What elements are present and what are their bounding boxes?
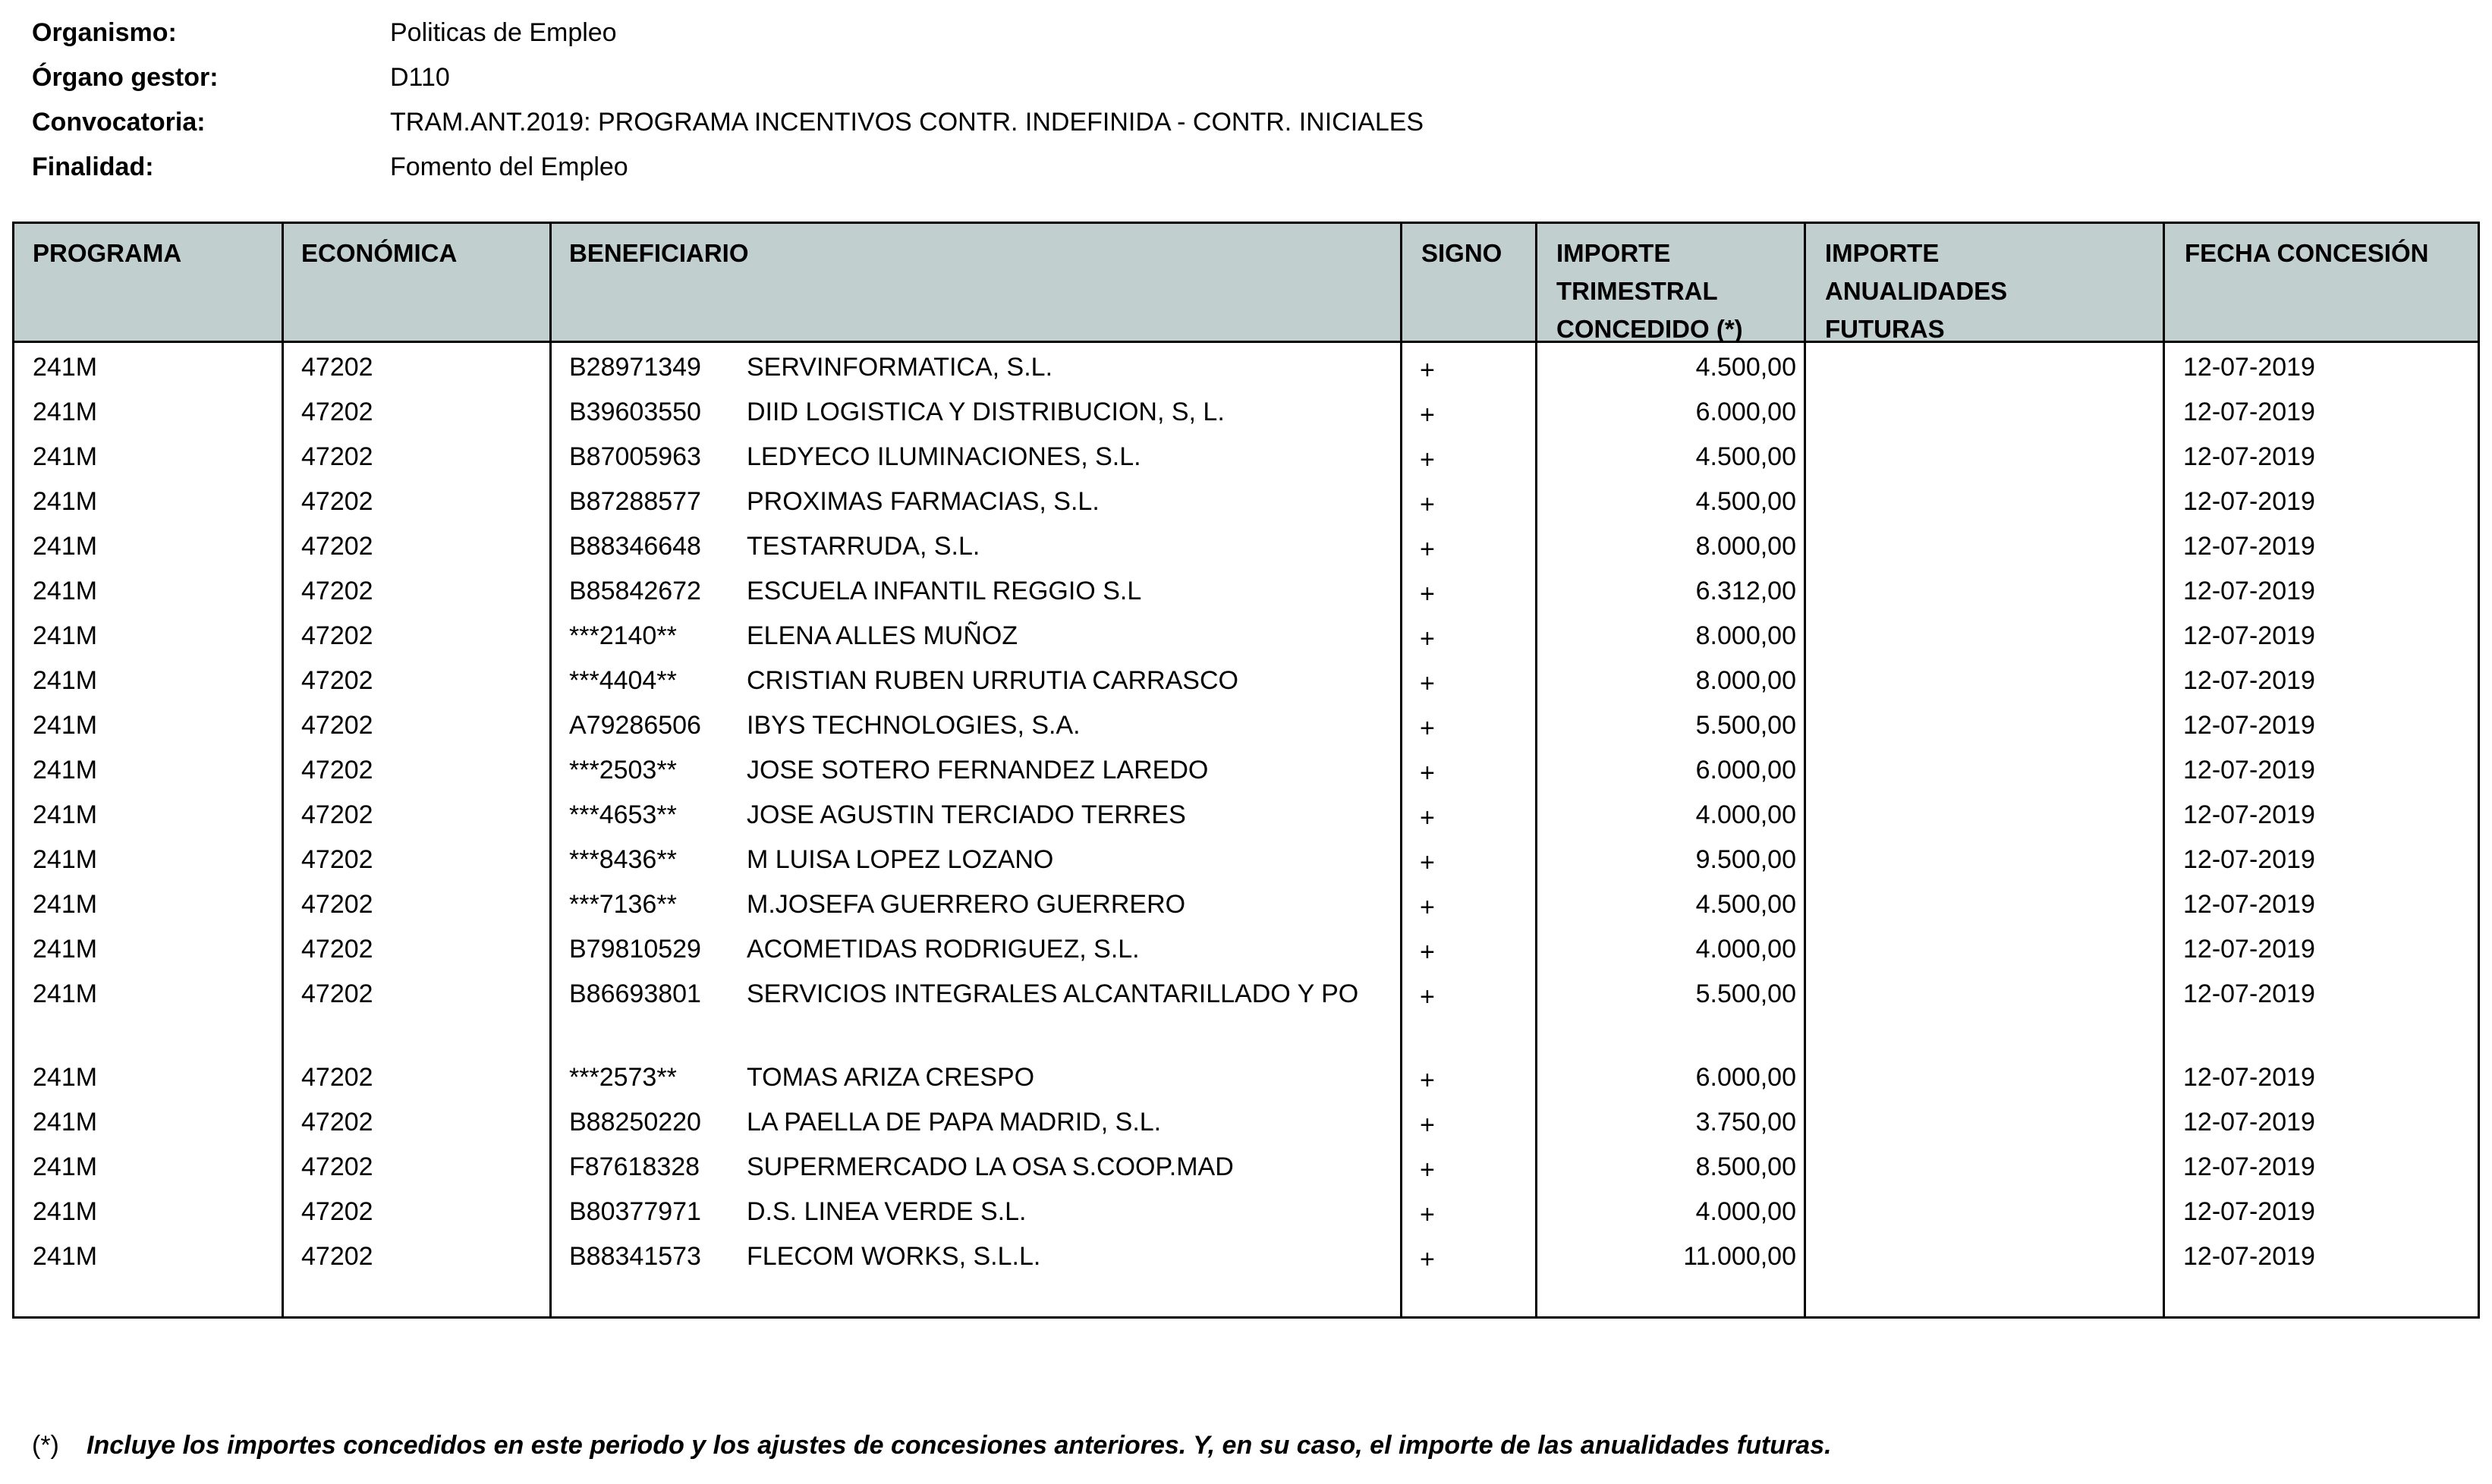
table-row — [14, 1234, 2478, 1279]
cell-signo: + — [1420, 848, 1435, 877]
cell-fecha-concesion: 12-07-2019 — [2183, 979, 2315, 1008]
cell-signo: + — [1420, 356, 1435, 385]
cell-signo: + — [1420, 1200, 1435, 1229]
cell-beneficiario-nif: B85842672 — [569, 577, 701, 605]
cell-economica: 47202 — [301, 1242, 373, 1271]
cell-beneficiario-nombre: TOMAS ARIZA CRESPO — [747, 1063, 1035, 1092]
cell-economica: 47202 — [301, 666, 373, 695]
cell-economica: 47202 — [301, 1108, 373, 1137]
cell-economica: 47202 — [301, 800, 373, 829]
cell-importe-trimestral: 4.000,00 — [1695, 1197, 1796, 1226]
cell-beneficiario-nif: ***2140** — [569, 621, 677, 650]
cell-economica: 47202 — [301, 1152, 373, 1181]
cell-beneficiario-nombre: LEDYECO ILUMINACIONES, S.L. — [747, 442, 1141, 471]
cell-signo: + — [1420, 624, 1435, 653]
table-row — [14, 524, 2478, 569]
organo-gestor-label: Órgano gestor: — [32, 63, 219, 92]
column-header-signo: SIGNO — [1421, 239, 1502, 267]
cell-beneficiario-nombre: LA PAELLA DE PAPA MADRID, S.L. — [747, 1108, 1162, 1137]
column-header-fecha-concesion: FECHA CONCESIÓN — [2185, 239, 2429, 267]
cell-signo: + — [1420, 535, 1435, 564]
cell-beneficiario-nif: B80377971 — [569, 1197, 701, 1226]
cell-signo: + — [1420, 490, 1435, 519]
cell-economica: 47202 — [301, 1197, 373, 1226]
cell-beneficiario-nombre: TESTARRUDA, S.L. — [747, 532, 980, 561]
cell-programa: 241M — [33, 1108, 98, 1137]
cell-fecha-concesion: 12-07-2019 — [2183, 577, 2315, 605]
cell-beneficiario-nif: B88250220 — [569, 1108, 701, 1137]
cell-beneficiario-nombre: SERVICIOS INTEGRALES ALCANTARILLADO Y PO — [747, 979, 1359, 1008]
column-header-importe-trimestral — [1556, 234, 1743, 348]
cell-programa: 241M — [33, 621, 98, 650]
cell-signo: + — [1420, 1066, 1435, 1095]
footnote — [32, 1426, 1832, 1464]
cell-programa: 241M — [33, 1197, 98, 1226]
cell-signo: + — [1420, 714, 1435, 743]
cell-importe-trimestral: 6.000,00 — [1695, 1063, 1796, 1092]
cell-fecha-concesion: 12-07-2019 — [2183, 487, 2315, 516]
cell-signo: + — [1420, 669, 1435, 698]
cell-beneficiario-nif: ***2573** — [569, 1063, 677, 1092]
cell-beneficiario-nombre: SUPERMERCADO LA OSA S.COOP.MAD — [747, 1152, 1234, 1181]
table-row — [14, 972, 2478, 1055]
cell-fecha-concesion: 12-07-2019 — [2183, 621, 2315, 650]
cell-fecha-concesion: 12-07-2019 — [2183, 711, 2315, 740]
cell-importe-trimestral: 6.000,00 — [1695, 756, 1796, 784]
cell-beneficiario-nombre: CRISTIAN RUBEN URRUTIA CARRASCO — [747, 666, 1238, 695]
cell-fecha-concesion: 12-07-2019 — [2183, 1242, 2315, 1271]
column-header-programa: PROGRAMA — [33, 239, 182, 267]
cell-beneficiario-nif: B39603550 — [569, 398, 701, 426]
cell-programa: 241M — [33, 398, 98, 426]
column-header-importe-line3: CONCEDIDO (*) — [1556, 315, 1743, 343]
cell-beneficiario-nombre: PROXIMAS FARMACIAS, S.L. — [747, 487, 1100, 516]
cell-importe-trimestral: 8.000,00 — [1695, 666, 1796, 695]
cell-fecha-concesion: 12-07-2019 — [2183, 1108, 2315, 1137]
cell-programa: 241M — [33, 1242, 98, 1271]
column-header-anual-line2: ANUALIDADES — [1825, 277, 2008, 305]
column-header-anual-line1: IMPORTE — [1825, 239, 1940, 267]
cell-programa: 241M — [33, 711, 98, 740]
cell-economica: 47202 — [301, 621, 373, 650]
table-row — [14, 479, 2478, 524]
cell-signo: + — [1420, 401, 1435, 429]
cell-beneficiario-nif: B86693801 — [569, 979, 701, 1008]
column-header-anual-line3: FUTURAS — [1825, 315, 1945, 343]
cell-signo: + — [1420, 1245, 1435, 1274]
cell-beneficiario-nif: ***8436** — [569, 845, 677, 874]
grants-table — [12, 222, 2480, 1319]
cell-economica: 47202 — [301, 1063, 373, 1092]
cell-beneficiario-nombre: M LUISA LOPEZ LOZANO — [747, 845, 1054, 874]
cell-beneficiario-nombre: IBYS TECHNOLOGIES, S.A. — [747, 711, 1081, 740]
cell-economica: 47202 — [301, 979, 373, 1008]
column-header-economica: ECONÓMICA — [301, 239, 458, 267]
cell-programa: 241M — [33, 979, 98, 1008]
cell-programa: 241M — [33, 756, 98, 784]
cell-importe-trimestral: 4.500,00 — [1695, 890, 1796, 919]
cell-fecha-concesion: 12-07-2019 — [2183, 532, 2315, 561]
cell-fecha-concesion: 12-07-2019 — [2183, 398, 2315, 426]
cell-beneficiario-nombre: SERVINFORMATICA, S.L. — [747, 353, 1053, 382]
cell-fecha-concesion: 12-07-2019 — [2183, 845, 2315, 874]
table-row — [14, 390, 2478, 435]
cell-fecha-concesion: 12-07-2019 — [2183, 1197, 2315, 1226]
cell-beneficiario-nombre: DIID LOGISTICA Y DISTRIBUCION, S, L. — [747, 398, 1225, 426]
cell-beneficiario-nif: B87005963 — [569, 442, 701, 471]
cell-signo: + — [1420, 803, 1435, 832]
cell-beneficiario-nif: B88341573 — [569, 1242, 701, 1271]
cell-programa: 241M — [33, 487, 98, 516]
cell-beneficiario-nif: F87618328 — [569, 1152, 700, 1181]
table-row — [14, 1145, 2478, 1190]
cell-importe-trimestral: 3.750,00 — [1695, 1108, 1796, 1137]
finalidad-label: Finalidad: — [32, 152, 154, 181]
cell-fecha-concesion: 12-07-2019 — [2183, 353, 2315, 382]
table-row — [14, 569, 2478, 614]
cell-economica: 47202 — [301, 845, 373, 874]
cell-importe-trimestral: 4.500,00 — [1695, 353, 1796, 382]
cell-beneficiario-nombre: D.S. LINEA VERDE S.L. — [747, 1197, 1027, 1226]
cell-signo: + — [1420, 759, 1435, 788]
cell-beneficiario-nombre: ACOMETIDAS RODRIGUEZ, S.L. — [747, 935, 1140, 964]
organismo-label: Organismo: — [32, 18, 177, 47]
cell-fecha-concesion: 12-07-2019 — [2183, 756, 2315, 784]
convocatoria-value: TRAM.ANT.2019: PROGRAMA INCENTIVOS CONTR. INDEFINIDA - CONTR. INICIALES — [390, 108, 1424, 137]
cell-importe-trimestral: 11.000,00 — [1683, 1242, 1796, 1271]
organismo-value: Politicas de Empleo — [390, 18, 617, 47]
table-body — [14, 345, 2478, 1279]
cell-importe-trimestral: 4.000,00 — [1695, 935, 1796, 964]
cell-economica: 47202 — [301, 935, 373, 964]
cell-importe-trimestral: 8.000,00 — [1695, 621, 1796, 650]
cell-signo: + — [1420, 938, 1435, 967]
cell-programa: 241M — [33, 890, 98, 919]
cell-beneficiario-nombre: JOSE AGUSTIN TERCIADO TERRES — [747, 800, 1186, 829]
cell-beneficiario-nif: B87288577 — [569, 487, 701, 516]
cell-beneficiario-nombre: FLECOM WORKS, S.L.L. — [747, 1242, 1041, 1271]
cell-beneficiario-nif: ***4404** — [569, 666, 677, 695]
cell-importe-trimestral: 4.500,00 — [1695, 442, 1796, 471]
cell-programa: 241M — [33, 1063, 98, 1092]
cell-beneficiario-nif: B79810529 — [569, 935, 701, 964]
cell-economica: 47202 — [301, 756, 373, 784]
cell-fecha-concesion: 12-07-2019 — [2183, 1152, 2315, 1181]
cell-fecha-concesion: 12-07-2019 — [2183, 935, 2315, 964]
cell-signo: + — [1420, 445, 1435, 474]
column-header-importe-line2: TRIMESTRAL — [1556, 277, 1718, 305]
cell-beneficiario-nif: ***4653** — [569, 800, 677, 829]
cell-economica: 47202 — [301, 442, 373, 471]
table-row — [14, 882, 2478, 927]
cell-beneficiario-nombre: M.JOSEFA GUERRERO GUERRERO — [747, 890, 1186, 919]
cell-importe-trimestral: 6.312,00 — [1695, 577, 1796, 605]
column-header-importe-anualidades — [1825, 234, 2007, 348]
cell-economica: 47202 — [301, 353, 373, 382]
cell-programa: 241M — [33, 532, 98, 561]
finalidad-value: Fomento del Empleo — [390, 152, 628, 181]
cell-importe-trimestral: 5.500,00 — [1695, 979, 1796, 1008]
table-row — [14, 703, 2478, 748]
cell-programa: 241M — [33, 845, 98, 874]
cell-beneficiario-nombre: ELENA ALLES MUÑOZ — [747, 621, 1018, 650]
cell-economica: 47202 — [301, 577, 373, 605]
cell-programa: 241M — [33, 800, 98, 829]
table-row — [14, 748, 2478, 793]
cell-programa: 241M — [33, 442, 98, 471]
cell-beneficiario-nombre: ESCUELA INFANTIL REGGIO S.L — [747, 577, 1142, 605]
table-row — [14, 659, 2478, 703]
table-row — [14, 614, 2478, 659]
footnote-mark: (*) — [32, 1431, 59, 1460]
cell-programa: 241M — [33, 666, 98, 695]
cell-fecha-concesion: 12-07-2019 — [2183, 800, 2315, 829]
cell-beneficiario-nif: B88346648 — [569, 532, 701, 561]
table-row — [14, 838, 2478, 882]
cell-programa: 241M — [33, 935, 98, 964]
cell-beneficiario-nif: ***2503** — [569, 756, 677, 784]
cell-economica: 47202 — [301, 398, 373, 426]
cell-importe-trimestral: 6.000,00 — [1695, 398, 1796, 426]
cell-fecha-concesion: 12-07-2019 — [2183, 442, 2315, 471]
column-header-importe-line1: IMPORTE — [1556, 239, 1671, 267]
cell-programa: 241M — [33, 577, 98, 605]
table-row — [14, 1055, 2478, 1100]
cell-importe-trimestral: 9.500,00 — [1695, 845, 1796, 874]
cell-signo: + — [1420, 580, 1435, 608]
cell-importe-trimestral: 5.500,00 — [1695, 711, 1796, 740]
table-row — [14, 793, 2478, 838]
table-row — [14, 345, 2478, 390]
cell-economica: 47202 — [301, 711, 373, 740]
table-header-row — [14, 224, 2478, 343]
cell-importe-trimestral: 4.500,00 — [1695, 487, 1796, 516]
cell-economica: 47202 — [301, 890, 373, 919]
cell-fecha-concesion: 12-07-2019 — [2183, 1063, 2315, 1092]
table-row — [14, 1100, 2478, 1145]
cell-programa: 241M — [33, 353, 98, 382]
cell-beneficiario-nif: A79286506 — [569, 711, 701, 740]
cell-signo: + — [1420, 983, 1435, 1011]
cell-importe-trimestral: 8.500,00 — [1695, 1152, 1796, 1181]
footnote-text: Incluye los importes concedidos en este periodo y los ajustes de concesiones anteriores. Y, en su caso, el importe de las anualidades futuras. — [87, 1431, 1832, 1460]
cell-signo: + — [1420, 1111, 1435, 1140]
cell-fecha-concesion: 12-07-2019 — [2183, 666, 2315, 695]
convocatoria-label: Convocatoria: — [32, 108, 206, 137]
cell-beneficiario-nif: B28971349 — [569, 353, 701, 382]
column-header-beneficiario: BENEFICIARIO — [569, 239, 749, 267]
cell-importe-trimestral: 8.000,00 — [1695, 532, 1796, 561]
cell-signo: + — [1420, 1155, 1435, 1184]
cell-signo: + — [1420, 893, 1435, 922]
organo-gestor-value: D110 — [390, 63, 450, 92]
table-row — [14, 435, 2478, 479]
table-row — [14, 927, 2478, 972]
cell-beneficiario-nombre: JOSE SOTERO FERNANDEZ LAREDO — [747, 756, 1209, 784]
cell-fecha-concesion: 12-07-2019 — [2183, 890, 2315, 919]
cell-economica: 47202 — [301, 532, 373, 561]
cell-importe-trimestral: 4.000,00 — [1695, 800, 1796, 829]
cell-beneficiario-nif: ***7136** — [569, 890, 677, 919]
table-row — [14, 1190, 2478, 1234]
cell-programa: 241M — [33, 1152, 98, 1181]
cell-economica: 47202 — [301, 487, 373, 516]
